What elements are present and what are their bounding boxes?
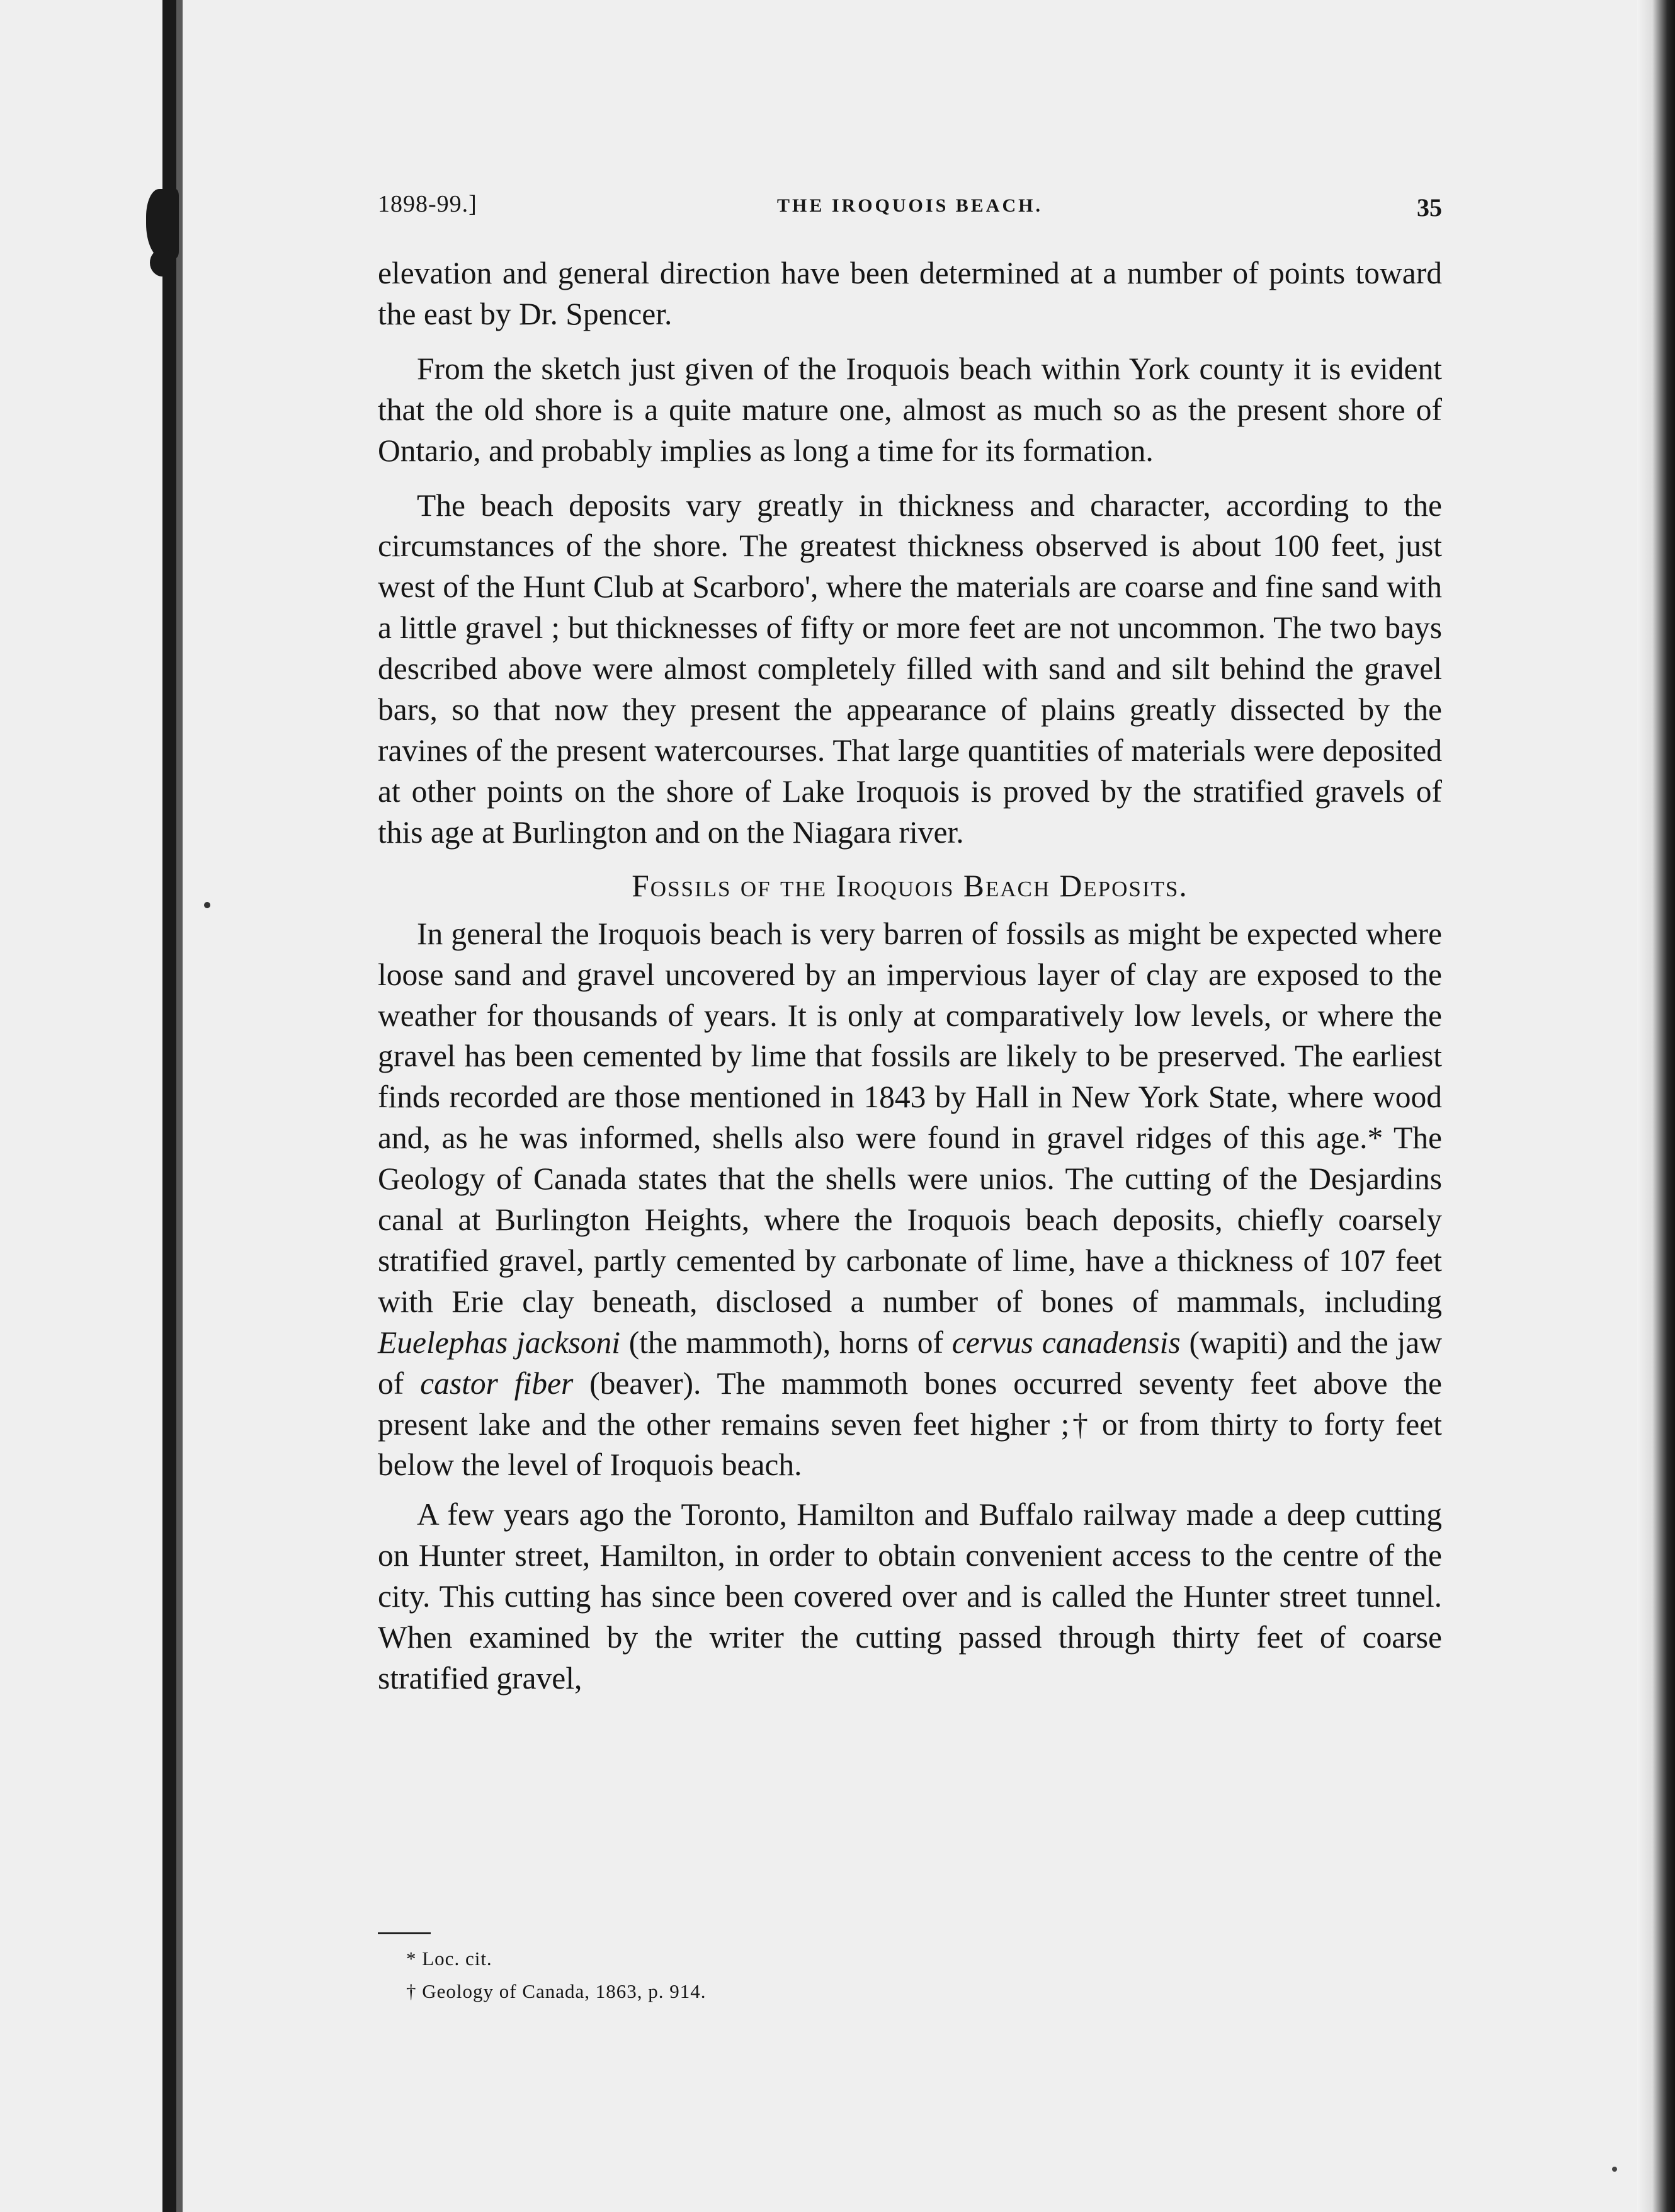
species-name: castor fiber — [420, 1365, 574, 1401]
section-heading: Fossils of the Iroquois Beach Deposits. — [632, 868, 1188, 903]
scan-speck — [204, 902, 210, 908]
paragraph — [378, 914, 1442, 1486]
running-head — [378, 190, 1442, 228]
binding-edge-shadow — [176, 0, 183, 2212]
paragraph-text: In general the Iroquois beach is very barren of fossils as might be expected where loose sand and gravel uncovered by an impervious layer of clay are exposed to the weather for thousands of years. It is only at comparatively low levels, or where the gravel has been cemented by lime that fossils are likely to be preserved. The earliest finds recorded are those mentioned in 1843 by Hall in New York State, where wood and, as he was informed, shells also were found in gravel ridges of this age.* The Geology of Canada states that the shells were unios. The cutting of the Desjardins canal at Burlington Heights, where the Iroquois beach deposits, chiefly coarsely stratified gravel, partly cemented by carbonate of lime, have a thickness of 107 feet with Erie clay beneath, disclosed a number of bones of mammals, including — [378, 916, 1442, 1319]
species-name: Euelephas jacksoni — [378, 1325, 620, 1360]
paragraph-text: (the mammoth), horns of — [620, 1325, 952, 1360]
paragraph-text: (wapiti) and the jaw of — [378, 1325, 1443, 1401]
page-number: 35 — [1417, 193, 1442, 222]
footnote: * Loc. cit. — [406, 1947, 492, 1970]
binding-mark — [150, 249, 175, 276]
footnotes — [406, 1942, 1288, 2008]
volume-years: 1898-99.] — [378, 191, 477, 217]
footnote: † Geology of Canada, 1863, p. 914. — [406, 1980, 707, 2002]
paragraph: elevation and general direction have been determined at a number of points toward the east by Dr. Spencer. — [378, 256, 1442, 331]
footnote-rule — [378, 1932, 431, 1934]
body-text — [378, 253, 1442, 1699]
scan-speck — [1612, 2167, 1617, 2172]
paragraph: From the sketch just given of the Iroquois beach within York county it is evident that the old shore is a quite mature one, almost as much so as the present shore of Ontario, and probably implies as long a time for its formation. — [378, 351, 1442, 468]
binding-mark — [146, 189, 179, 258]
species-name: cervus canadensis — [951, 1325, 1181, 1360]
binding-edge — [162, 0, 176, 2212]
paragraph: The beach deposits vary greatly in thickness and character, according to the circumstances of the shore. The greatest thickness observed is about 100 feet, just west of the Hunt Club at Scarboro', where the materials are coarse and fine sand with a little gravel ; but thicknesses of fifty or more feet are not uncommon. The two bays described above were almost completely filled with sand and silt behind the gravel bars, so that now they present the appearance of plains greatly dissected by the ravines of the present watercourses. That large quantities of materials were deposited at other points on the shore of Lake Iroquois is proved by the stratified gravels of this age at Burlington and on the Niagara river. — [378, 487, 1442, 850]
page-edge-shadow — [1637, 0, 1675, 2212]
page-title: THE IROQUOIS BEACH. — [777, 195, 1043, 216]
paragraph: A few years ago the Toronto, Hamilton and Buffalo railway made a deep cutting on Hunter street, Hamilton, in order to obtain convenient access to the centre of the city. This cutting has since been covered over and is called the Hunter street tunnel. When examined by the writer the cutting passed through thirty feet of coarse stratified gravel, — [378, 1497, 1442, 1696]
paragraph-text: (beaver). The mammoth bones occurred seventy feet above the present lake and the other remains seven feet higher ;† or from thirty to forty feet below the level of Iroquois beach. — [378, 1365, 1443, 1483]
